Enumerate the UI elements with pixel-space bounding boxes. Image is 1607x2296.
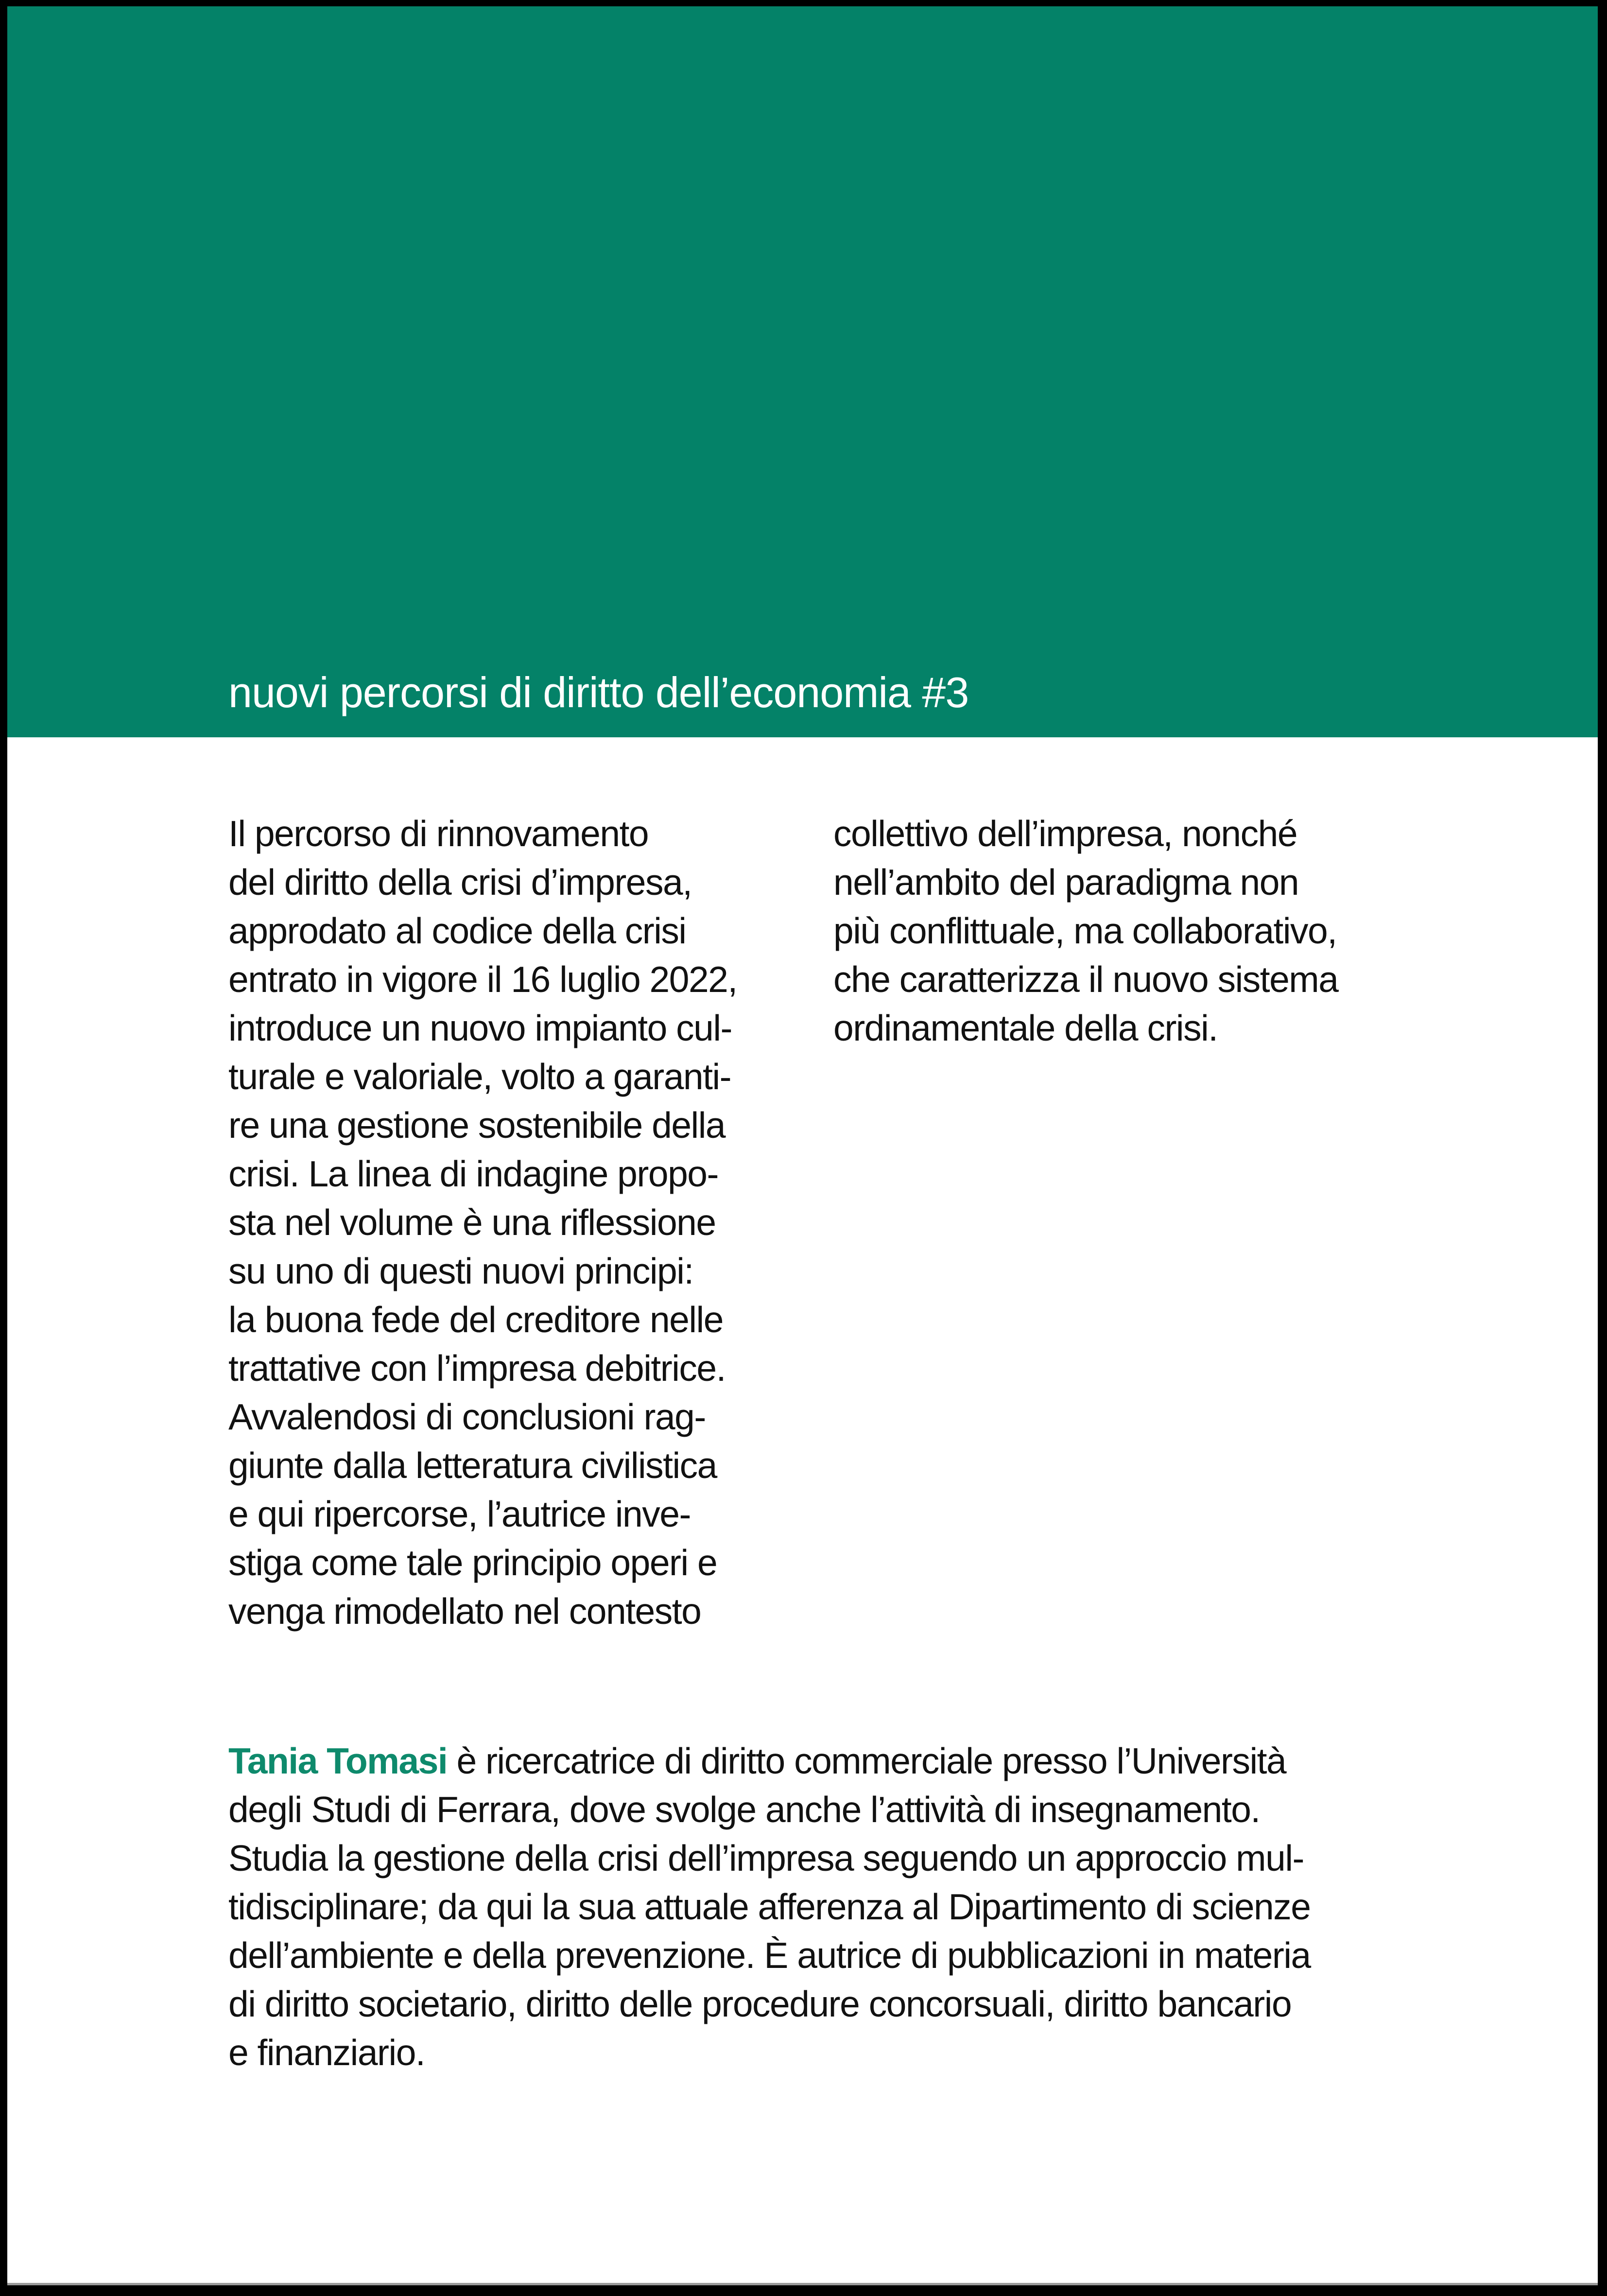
text-line: collettivo dell’impresa, nonché	[833, 813, 1297, 854]
text-line: del diritto della crisi d’impresa,	[228, 862, 692, 903]
text-line: entrato in vigore il 16 luglio 2022,	[228, 959, 737, 1000]
text-line: stiga come tale principio operi e	[228, 1542, 717, 1583]
text-line: e finanziario.	[228, 2032, 425, 2073]
text-line: Il percorso di rinnovamento	[228, 813, 649, 854]
text-line: re una gestione sostenibile della	[228, 1105, 726, 1146]
text-line: di diritto societario, diritto delle procedure concorsuali, diritto bancario	[228, 1983, 1292, 2024]
text-line: introduce un nuovo impianto cul-	[228, 1008, 732, 1048]
text-line: dell’ambiente e della prevenzione. È autrice di pubblicazioni in materia	[228, 1935, 1311, 1976]
text-line: Avvalendosi di conclusioni rag-	[228, 1396, 706, 1437]
text-line: nell’ambito del paradigma non	[833, 862, 1299, 903]
text-line: crisi. La linea di indagine propo-	[228, 1153, 718, 1194]
text-line: su uno di questi nuovi principi:	[228, 1251, 693, 1291]
author-name: Tania Tomasi	[228, 1740, 448, 1781]
page-bottom-shadow	[7, 2283, 1598, 2285]
text-line: trattative con l’impresa debitrice.	[228, 1348, 726, 1389]
text-line: turale e valoriale, volto a garanti-	[228, 1056, 731, 1097]
text-line: tidisciplinare; da qui la sua attuale afferenza al Dipartimento di scienze	[228, 1886, 1311, 1927]
text-line: che caratterizza il nuovo sistema	[833, 959, 1338, 1000]
text-line: giunte dalla letteratura civilistica	[228, 1445, 717, 1486]
series-header-band	[7, 6, 1598, 737]
text-line: e qui ripercorse, l’autrice inve-	[228, 1494, 691, 1534]
text-line: approdato al codice della crisi	[228, 910, 686, 951]
author-bio	[228, 1737, 1492, 2077]
text-line: Studia la gestione della crisi dell’impresa seguendo un approccio mul-	[228, 1838, 1304, 1879]
author-bio-first-line-rest: è ricercatrice di diritto commerciale presso l’Università	[447, 1740, 1286, 1781]
text-line: sta nel volume è una riflessione	[228, 1202, 716, 1243]
blurb-right-column	[833, 809, 1426, 1052]
text-line: più conflittuale, ma collaborativo,	[833, 910, 1337, 951]
book-back-cover-page	[7, 6, 1598, 2285]
blurb-left-column	[228, 809, 821, 1635]
text-line: degli Studi di Ferrara, dove svolge anche l’attività di insegnamento.	[228, 1789, 1260, 1830]
series-title: nuovi percorsi di diritto dell’economia #3	[228, 668, 969, 716]
text-line: la buona fede del creditore nelle	[228, 1299, 723, 1340]
author-bio-lines	[228, 1785, 1492, 2077]
author-bio-first-line	[228, 1737, 1492, 1785]
text-line: venga rimodellato nel contesto	[228, 1591, 701, 1632]
text-line: ordinamentale della crisi.	[833, 1008, 1218, 1048]
